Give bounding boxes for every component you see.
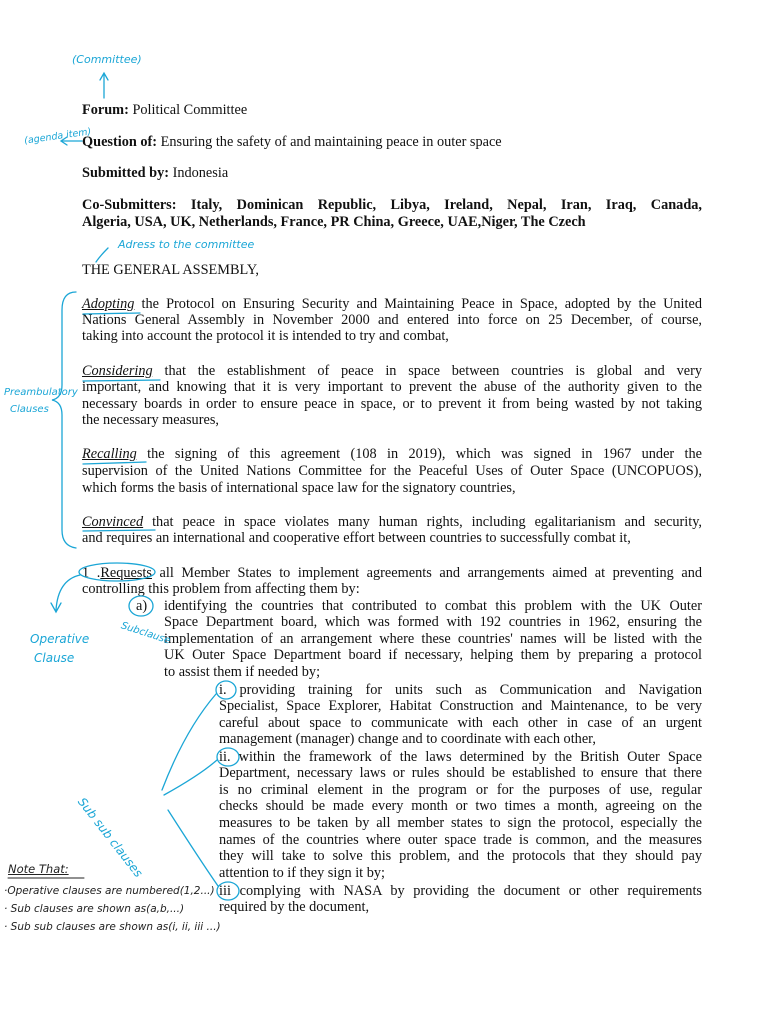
cosubmitters-line-1: Co-Submitters: Italy, Dominican Republic, Libya, Ireland, Nepal, Iran, Iraq, Canada, xyxy=(82,197,702,213)
subsubclause-i-line-2: Specialist, Space Explorer, Habitat Construction and Maintenance, to be very xyxy=(219,698,702,714)
preamble-keyword: Convinced xyxy=(82,514,144,530)
subsubclause-i-line-4: management (manager) change and to coordinate with each other, xyxy=(219,731,596,747)
note-line-2: · Sub clauses are shown as(a,b,...) xyxy=(4,903,185,915)
subsubclause-ii-line-7: they will take to solve this problem, and the protocols that they should pay xyxy=(219,848,702,864)
preamble-recalling-line-3: which forms the basis of international space law for the signatory countries, xyxy=(82,480,516,496)
submitted-label: Submitted by: xyxy=(82,165,169,181)
note-line-1: ·Operative clauses are numbered(1,2...) xyxy=(4,885,215,897)
preamble-adopting-line-2: Nations General Assembly in November 2000 and entered into force on 25 December, of course, xyxy=(82,312,702,328)
submitted-line xyxy=(82,165,228,182)
operative-arrowhead xyxy=(51,603,61,612)
subsubclause-iii-line-2: required by the document, xyxy=(219,899,370,915)
operative-keyword: Requests xyxy=(100,565,152,581)
connector-ii xyxy=(164,760,217,795)
annotation-preambulatory-1: Preambulatory xyxy=(4,387,78,398)
connector-i xyxy=(162,694,216,790)
preamble-keyword: Considering xyxy=(82,363,153,379)
subsubclause-ii-marker: ii. xyxy=(219,749,231,765)
connector-iii xyxy=(168,810,218,886)
subsubclause-ii-line-6: names of the countries where outer space trade is common, and the measures xyxy=(219,832,702,848)
subsubclause-iii-line-1: iii complying with NASA by providing the document or other requirements xyxy=(219,883,702,899)
annotation-address: Adress to the committee xyxy=(118,238,255,251)
cosubmitters-line-2: Algeria, USA, UK, Netherlands, France, PR China, Greece, UAE,Niger, The Czech xyxy=(82,214,586,230)
preamble-considering-line-4: the necessary measures, xyxy=(82,412,219,428)
subsubclause-ii-line-8: attention to if they sign it by; xyxy=(219,865,385,881)
committee-arrowhead xyxy=(100,73,108,80)
forum-label: Forum: xyxy=(82,102,129,118)
note-title: Note That: xyxy=(8,862,69,876)
subclause-a-line-5: to assist them if needed by; xyxy=(164,664,321,680)
preamble-adopting-line-3: taking into account the protocol it is intended to try and combat, xyxy=(82,328,449,344)
subsubclause-iii-marker: iii xyxy=(219,883,231,899)
subclause-a-line-4: UK Outer Space Department board if necessary, helping them by preparing a protocol xyxy=(164,647,702,663)
subclause-a-marker: a) xyxy=(136,598,148,614)
forum-line xyxy=(82,102,247,119)
preamble-convinced-line-1: Convinced that peace in space violates many human rights, including egalitarianism and security, xyxy=(82,514,702,530)
question-value: Ensuring the safety of and maintaining peace in outer space xyxy=(160,134,502,150)
subsubclause-i-line-1: i. providing training for units such as Communication and Navigation xyxy=(219,682,702,698)
question-label: Question of: xyxy=(82,134,158,150)
subclause-a-line-2: Space Department board, which was formed with 192 countries in 1962, ensuring the xyxy=(164,614,702,630)
operative-clause-line-2: controlling this problem from affecting them by: xyxy=(82,581,360,597)
annotation-sub-sub-clauses: Sub sub clauses xyxy=(74,795,146,880)
subsubclause-ii-line-3: is no criminal element in the program or for the purposes of use, regular xyxy=(219,782,702,798)
preamble-keyword: Recalling xyxy=(82,446,137,462)
subsubclause-ii-line-4: checks should be made every month or two times a month, agreeing on the xyxy=(219,798,702,814)
annotation-agenda-item: (agenda item) xyxy=(23,126,92,147)
preamble-considering-line-1: Considering that the establishment of peace in space between countries is global and very xyxy=(82,363,702,379)
preamble-recalling-line-1: Recalling the signing of this agreement (108 in 2019), which was signed in 1967 under the xyxy=(82,446,702,462)
annotation-preambulatory-2: Clauses xyxy=(10,404,49,415)
question-line xyxy=(82,134,502,151)
preamble-considering-line-3: necessary boards in order to ensure peace in space, or to prevent it from being wasted by not taking xyxy=(82,396,702,412)
note-line-3: · Sub sub clauses are shown as(i, ii, iii ...) xyxy=(4,921,221,933)
preamble-considering-line-2: important, and knowing that it is very important to prevent the abuse of the authority given to the xyxy=(82,379,702,395)
submitted-value: Indonesia xyxy=(172,165,229,181)
preamble-convinced-line-2: and requires an international and cooperative effort between countries to successfully combat it, xyxy=(82,530,631,546)
operative-arrow xyxy=(56,575,80,610)
subsubclause-ii-line-2: Department, necessary laws or rules should be established to ensure that there xyxy=(219,765,702,781)
preamble-recalling-line-2: supervision of the United Nations Committee for the Peaceful Uses of Outer Space (UNCOPUOS), xyxy=(82,463,702,479)
preamble-adopting-line-1: Adopting the Protocol on Ensuring Security and Maintaining Peace in Space, adopted by the United xyxy=(82,296,702,312)
subsubclause-i-marker: i. xyxy=(219,682,227,698)
subclause-a-line-3: implementation of an arrangement where these countries' names will be listed with the xyxy=(164,631,702,647)
general-assembly-heading: THE GENERAL ASSEMBLY, xyxy=(82,262,259,278)
operative-number: 1 . xyxy=(82,565,101,581)
subsubclause-ii-line-5: measures to be taken by all member states to sign the protocol, especially the xyxy=(219,815,702,831)
operative-clause-line-1: 1 .Requests all Member States to implement agreements and arrangements aimed at preventing and xyxy=(82,565,703,581)
annotation-operative-1: Operative xyxy=(30,632,90,646)
forum-value: Political Committee xyxy=(132,102,248,118)
subsubclause-i-line-3: careful about space to communicate with each other in case of an urgent xyxy=(219,715,702,731)
annotation-committee: (Committee) xyxy=(72,53,142,66)
address-arrow xyxy=(96,248,108,262)
subsubclause-ii-line-1: ii. within the framework of the laws determined by the British Outer Space xyxy=(219,749,702,765)
subclause-a-line-1: identifying the countries that contributed to combat this problem with the UK Outer xyxy=(164,598,702,614)
preamble-keyword: Adopting xyxy=(82,296,135,312)
preambulatory-brace xyxy=(52,292,76,548)
annotation-subclause: Subclause xyxy=(119,620,172,647)
annotation-operative-2: Clause xyxy=(34,651,75,665)
